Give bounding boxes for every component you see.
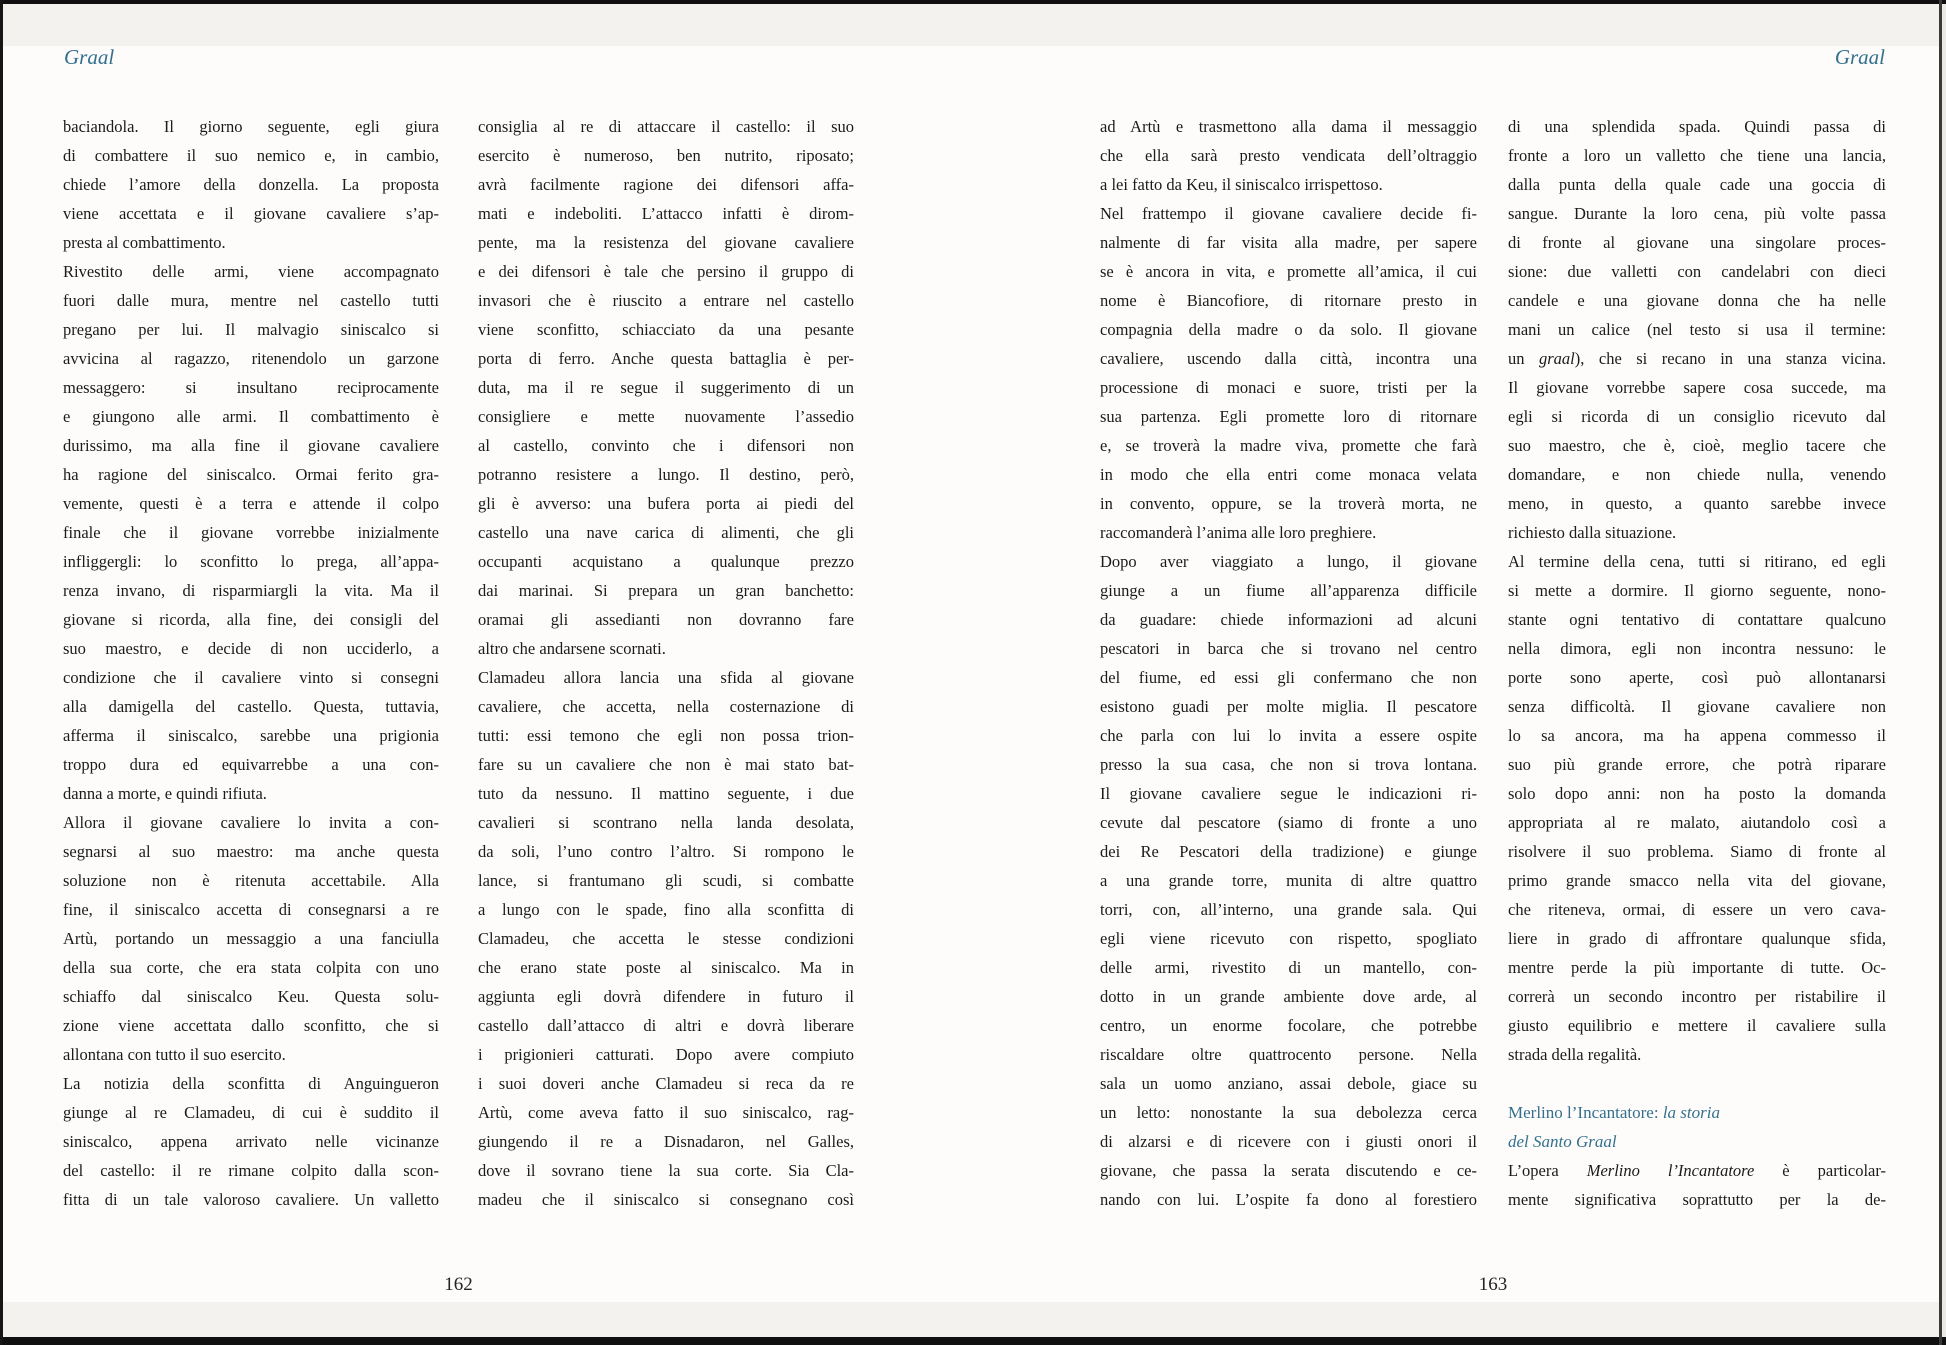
text-line: schiaffo dal siniscalco Keu. Questa solu- [63,987,439,1006]
text-line: cevute dal pescatore (siamo di fronte a uno [1100,813,1477,832]
text-line: giungendo il re a Disnadaron, nel Galles, [478,1132,854,1151]
text-line: di combattere il suo nemico e, in cambio, [63,146,439,165]
text-line: cavalieri si scontrano nella landa desolata, [478,813,854,832]
text-line: che erano state poste al siniscalco. Ma in [478,958,854,977]
text-line: La notizia della sconfitta di Anguingueron [63,1074,439,1093]
text-line: sione: due valletti con candelabri con dieci [1508,262,1886,281]
text-line: giusto equilibrio e mettere il cavaliere sulla [1508,1016,1886,1035]
text-line: mani un calice (nel testo si usa il termine: [1508,320,1886,339]
scan-border-left [0,0,3,1345]
text-line: Artù, come aveva fatto il suo siniscalco, rag- [478,1103,854,1122]
text-column-left-2 [478,112,854,1214]
text-line: primo grande smacco nella vita del giovane, [1508,871,1886,890]
text-line: appropriata al re malato, aiutandolo così a [1508,813,1886,832]
text-line: a una grande torre, munita di altre quattro [1100,871,1477,890]
text-line: siniscalco, appena arrivato nelle vicinanze [63,1132,439,1151]
text-line: se è ancora in vita, e promette all’amica, il cui [1100,262,1477,281]
text-line: di fronte al giovane una singolare proces- [1508,233,1886,252]
text-line: giovane, che passa la serata discutendo e ce- [1100,1161,1477,1180]
text-line: suo maestro, e decide di non ucciderlo, a [63,639,439,658]
text-line: processione di monaci e suore, tristi per la [1100,378,1477,397]
text-line: danna a morte, e quindi rifiuta. [63,784,267,803]
text-line: e giungono alle armi. Il combattimento è [63,407,439,426]
text-line: vemente, questi è a terra e attende il colpo [63,494,439,513]
text-line: nando con lui. L’ospite fa dono al forestiero [1100,1190,1477,1209]
text-line: compagnia della madre o da solo. Il giovane [1100,320,1477,339]
section-heading [1508,1098,1886,1156]
scan-border-bottom [0,1337,1946,1345]
text-line: liere in grado di affrontare qualunque sfida, [1508,929,1886,948]
text-line: delle armi, rivestito di un mantello, con- [1100,958,1477,977]
text-line: presso la sua casa, che non si trova lontana. [1100,755,1477,774]
text-line: cavaliere, che accetta, nella costernazione di [478,697,854,716]
paragraph [1508,547,1886,1069]
text-line: fitta di un tale valoroso cavaliere. Un valletto [63,1190,439,1209]
text-line: aggiunta egli dovrà difendere in futuro il [478,987,854,1006]
text-line: baciandola. Il giorno seguente, egli giura [63,117,439,136]
text-line: Il giovane cavaliere segue le indicazioni ri- [1100,784,1477,803]
text-line: madeu che il siniscalco si consegnano così [478,1190,854,1209]
text-line: del castello: il re rimane colpito dalla scon- [63,1161,439,1180]
text-line: raccomanderà l’anima alle loro preghiere. [1100,523,1377,542]
text-line: ad Artù e trasmettono alla dama il messaggio [1100,117,1477,136]
text-line: egli viene ricevuto con rispetto, spogliato [1100,929,1477,948]
text-line: un letto: nonostante la sua debolezza cerca [1100,1103,1477,1122]
text-line: richiesto dalla situazione. [1508,523,1677,542]
text-line: suo più grande errore, che potrà riparare [1508,755,1886,774]
page-edge-right-sliver [1942,4,1946,1337]
text-line: Rivestito delle armi, viene accompagnato [63,262,439,281]
text-line: sangue. Durante la loro cena, più volte passa [1508,204,1886,223]
text-line: occupanti acquistano a qualunque prezzo [478,552,854,571]
text-line: consiglia al re di attaccare il castello: il suo [478,117,854,136]
text-line: pescatori in barca che si trovano nel centro [1100,639,1477,658]
text-line: afferma il siniscalco, sarebbe una prigionia [63,726,439,745]
text-line: durissimo, ma alla fine il giovane cavaliere [63,436,439,455]
text-line: lance, si frantumano gli scudi, si combatte [478,871,854,890]
text-line: giunge a un fiume all’apparenza difficile [1100,581,1477,600]
text-line: meno, in questo, a quanto sarebbe invece [1508,494,1886,513]
text-line: alla damigella del castello. Questa, tuttavia, [63,697,439,716]
text-line: esercito è numeroso, ben nutrito, riposato; [478,146,854,165]
text-line: nalmente di far visita alla madre, per sapere [1100,233,1477,252]
paragraph [63,808,439,1069]
text-line: da soli, l’uno contro l’altro. Si rompono le [478,842,854,861]
text-line: suo maestro, che è, cioè, meglio tacere che [1508,436,1886,455]
paragraph [1100,112,1477,199]
text-line: strada della regalità. [1508,1045,1642,1064]
text-line: L’opera Merlino l’Incantatore è particolar- [1508,1161,1886,1180]
text-line: nella dimora, egli non incontra nessuno: le [1508,639,1886,658]
paragraph [63,112,439,257]
text-line: giovane si ricorda, alla fine, dei consigli del [63,610,439,629]
text-line: dotto in un grande ambiente dove arde, al [1100,987,1477,1006]
text-line: centro, un enorme focolare, che potrebbe [1100,1016,1477,1035]
text-column-right-2 [1508,112,1886,1214]
text-line: dove il sovrano tiene la sua corte. Sia Cla- [478,1161,854,1180]
text-line: segnarsi al suo maestro: ma anche questa [63,842,439,861]
text-line: mati e indeboliti. L’attacco infatti è dirom- [478,204,854,223]
text-line: Clamadeu, che accetta le stesse condizioni [478,929,854,948]
text-line: finale che il giovane vorrebbe inizialmente [63,523,439,542]
text-line: a lei fatto da Keu, il siniscalco irrispettoso. [1100,175,1383,194]
text-line: esistono guadi per molte miglia. Il pescatore [1100,697,1477,716]
text-line: fronte a loro un valletto che tiene una lancia, [1508,146,1886,165]
page-number-right: 163 [1478,1274,1508,1295]
text-line: solo dopo anni: non ha posto la domanda [1508,784,1886,803]
page-edge-top-strip [3,4,1942,46]
paragraph [478,663,854,1214]
text-line: che parla con lui lo invita a essere ospite [1100,726,1477,745]
text-line: riscaldare oltre quattrocento persone. Nella [1100,1045,1477,1064]
text-line: mentre perde la più importante di tutte. Oc- [1508,958,1886,977]
text-line: pente, ma la resistenza del giovane cavaliere [478,233,854,252]
text-line: senza difficoltà. Il giovane cavaliere non [1508,697,1886,716]
text-line: Dopo aver viaggiato a lungo, il giovane [1100,552,1477,571]
text-line: della sua corte, che era stata colpita con uno [63,958,439,977]
text-line: risolvere il suo problema. Siamo di fronte al [1508,842,1886,861]
text-line: al castello, convinto che i difensori non [478,436,854,455]
running-head-right: Graal [1834,45,1885,69]
text-line: che riteneva, ormai, di essere un vero cava- [1508,900,1886,919]
text-line: cavaliere, uscendo dalla città, incontra una [1100,349,1477,368]
text-line: viene sconfitto, schiacciato da una pesante [478,320,854,339]
text-line: i prigionieri catturati. Dopo avere compiuto [478,1045,854,1064]
text-line: dai marinai. Si prepara un gran banchetto: [478,581,854,600]
text-line: porte sono aperte, così può allontanarsi [1508,668,1886,687]
text-line: torri, con, all’interno, una grande sala. Qui [1100,900,1477,919]
text-line: invasori che è riuscito a entrare nel castello [478,291,854,310]
text-line: troppo dura ed equivarrebbe a una con- [63,755,439,774]
page-edge-bottom-strip [3,1302,1942,1337]
text-line: tuto da nessuno. Il mattino seguente, i due [478,784,854,803]
text-line: del fiume, ed essi gli confermano che non [1100,668,1477,687]
running-head-left: Graal [64,45,115,69]
text-line: fuori dalle mura, mentre nel castello tutti [63,291,439,310]
text-line: in modo che ella entri come monaca velata [1100,465,1477,484]
text-line: Il giovane vorrebbe sapere cosa succede, ma [1508,378,1886,397]
text-line: ha ragione del siniscalco. Ormai ferito gra- [63,465,439,484]
text-line: sua partenza. Egli promette loro di ritornare [1100,407,1477,426]
text-line: mente significativa soprattutto per la de- [1508,1190,1886,1209]
text-line: castello una nave carica di alimenti, che gli [478,523,854,542]
text-line: egli si ricorda di un consiglio ricevuto dal [1508,407,1886,426]
paragraph [1100,547,1477,1214]
text-line: avrà facilmente ragione dei difensori affa- [478,175,854,194]
text-line: e dei difensori è tale che persino il gruppo di [478,262,854,281]
text-line: gli è avverso: una bufera porta ai piedi del [478,494,854,513]
text-line: pregano per lui. Il malvagio siniscalco si [63,320,439,339]
scan-border-right [1939,0,1942,1345]
text-line: candele e una giovane donna che ha nelle [1508,291,1886,310]
text-line: tutti: essi temono che egli non possa trion- [478,726,854,745]
text-line: Clamadeu allora lancia una sfida al giovane [478,668,854,687]
text-line: che ella sarà presto vendicata dell’oltraggio [1100,146,1477,165]
text-line: presta al combattimento. [63,233,226,252]
text-line: messaggero: si insultano reciprocamente [63,378,439,397]
text-line: allontana con tutto il suo esercito. [63,1045,286,1064]
text-line: un graal), che si recano in una stanza vicina. [1508,349,1886,368]
text-line: di alzarsi e di ricevere con i giusti onori il [1100,1132,1477,1151]
text-line: a lungo con le spade, fino alla sconfitta di [478,900,854,919]
text-line: in convento, oppure, se la troverà morta, ne [1100,494,1477,513]
paragraph-gap [1508,1069,1886,1098]
text-line: infliggergli: lo sconfitto lo prega, all’appa- [63,552,439,571]
text-line: duta, ma il re segue il suggerimento di un [478,378,854,397]
text-line: lo sa ancora, ma ha appena commesso il [1508,726,1886,745]
paragraph [63,257,439,808]
text-line: domandare, e non chiede nulla, venendo [1508,465,1886,484]
text-line: dei Re Pescatori della tradizione) e giunge [1100,842,1477,861]
text-line: stante ogni tentativo di contattare qualcuno [1508,610,1886,629]
text-line: Artù, portando un messaggio a una fanciulla [63,929,439,948]
paragraph [478,112,854,663]
text-line: Allora il giovane cavaliere lo invita a con- [63,813,439,832]
text-line: consigliere e mette nuovamente l’assedio [478,407,854,426]
text-line: sala un uomo anziano, assai debole, giace su [1100,1074,1477,1093]
text-line: renza invano, di risparmiargli la vita. Ma il [63,581,439,600]
text-line: Merlino l’Incantatore: la storia [1508,1103,1720,1122]
scan-border-top [0,0,1946,4]
page-number-left: 162 [444,1274,473,1295]
text-line: del Santo Graal [1508,1132,1617,1151]
text-line: altro che andarsene scornati. [478,639,666,658]
paragraph [1100,199,1477,547]
text-line: viene accettata e il giovane cavaliere s’ap- [63,204,439,223]
text-line: Al termine della cena, tutti si ritirano, ed egli [1508,552,1886,571]
paragraph [1508,1156,1886,1214]
text-line: porta di ferro. Anche questa battaglia è per- [478,349,854,368]
text-line: castello dall’attacco di altri e dovrà liberare [478,1016,854,1035]
paragraph [1508,112,1886,547]
text-line: si mette a dormire. Il giorno seguente, nono- [1508,581,1886,600]
text-line: nome è Biancofiore, di ritornare presto in [1100,291,1477,310]
text-line: da guadare: chiede informazioni ad alcuni [1100,610,1477,629]
text-line: fine, il siniscalco accetta di consegnarsi a re [63,900,439,919]
text-line: Nel frattempo il giovane cavaliere decide fi- [1100,204,1477,223]
text-line: condizione che il cavaliere vinto si consegni [63,668,439,687]
text-line: avvicina al ragazzo, ritenendolo un garzone [63,349,439,368]
text-line: giunge al re Clamadeu, di cui è suddito il [63,1103,439,1122]
text-line: e, se troverà la madre viva, promette che farà [1100,436,1477,455]
text-column-right-1 [1100,112,1477,1214]
text-line: correrà un secondo incontro per ristabilire il [1508,987,1886,1006]
text-line: soluzione non è ritenuta accettabile. Alla [63,871,439,890]
text-line: i suoi doveri anche Clamadeu si reca da re [478,1074,854,1093]
paragraph [63,1069,439,1214]
text-line: di una splendida spada. Quindi passa di [1508,117,1886,136]
text-column-left-1 [63,112,439,1214]
text-line: chiede l’amore della donzella. La proposta [63,175,439,194]
text-line: zione viene accettata dallo sconfitto, che si [63,1016,439,1035]
text-line: dalla punta della quale cade una goccia di [1508,175,1886,194]
text-line: potranno resistere a lungo. Il destino, però, [478,465,854,484]
text-line: oramai gli assedianti non dovranno fare [478,610,854,629]
text-line: fare su un cavaliere che non è mai stato bat- [478,755,854,774]
